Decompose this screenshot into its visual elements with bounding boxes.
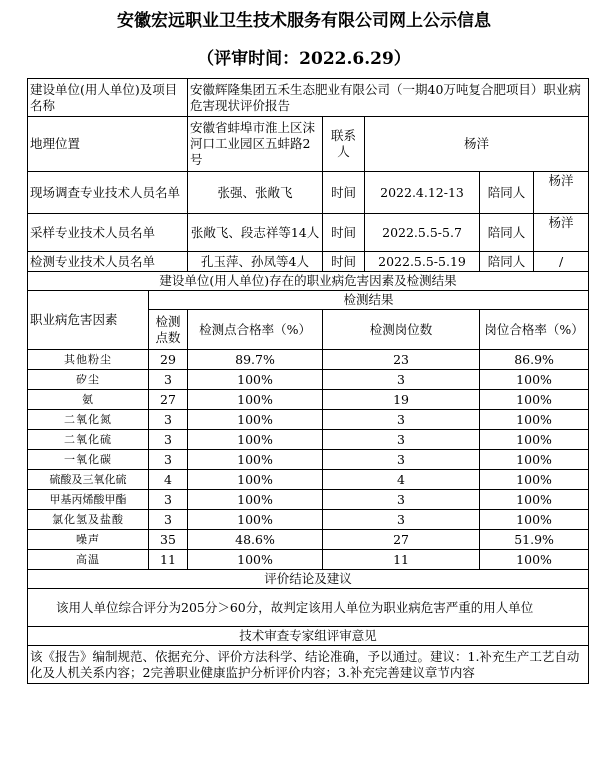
testing-companion: /	[534, 252, 589, 272]
points-cell: 4	[149, 470, 188, 490]
factor-cell: 其他粉尘	[28, 350, 149, 370]
location-row	[28, 117, 589, 172]
sampling-label: 采样专业技术人员名单	[28, 214, 188, 252]
factor-cell: 硫酸及三氧化硫	[28, 470, 149, 490]
posts-cell: 3	[323, 450, 480, 470]
factor-header: 职业病危害因素	[28, 291, 149, 350]
post-rate-cell: 100%	[480, 510, 589, 530]
posts-cell: 4	[323, 470, 480, 490]
conclusion-row	[28, 589, 589, 627]
posts-cell: 27	[323, 530, 480, 550]
point-rate-cell: 100%	[188, 450, 323, 470]
factor-cell: 高温	[28, 550, 149, 570]
posts-cell: 23	[323, 350, 480, 370]
post-rate-cell: 100%	[480, 450, 589, 470]
expert-title-row	[28, 627, 589, 646]
point-rate-cell: 100%	[188, 390, 323, 410]
post-rate-cell: 100%	[480, 470, 589, 490]
testing-time-label: 时间	[323, 252, 365, 272]
survey-label: 现场调查专业技术人员名单	[28, 172, 188, 214]
results-header-row	[28, 291, 589, 310]
factor-cell: 二氧化硫	[28, 430, 149, 450]
review-time: （评审时间：2022.6.29）	[197, 49, 411, 69]
points-cell: 3	[149, 510, 188, 530]
location-label: 地理位置	[28, 117, 188, 172]
points-cell: 11	[149, 550, 188, 570]
expert-title: 技术审查专家组评审意见	[28, 627, 589, 646]
points-cell: 3	[149, 450, 188, 470]
location-value: 安徽省蚌埠市淮上区沫河口工业园区五蚌路2号	[188, 117, 323, 172]
sampling-time-label: 时间	[323, 214, 365, 252]
col-header-posts: 检测岗位数	[323, 310, 480, 350]
contact-label: 联系人	[323, 117, 365, 172]
unit-row	[28, 79, 589, 117]
expert-row	[28, 646, 589, 684]
col-header-post-rate: 岗位合格率（%）	[480, 310, 589, 350]
survey-companion-label: 陪同人	[480, 172, 534, 214]
factor-cell: 氯化氢及盐酸	[28, 510, 149, 530]
post-rate-cell: 100%	[480, 550, 589, 570]
survey-companion: 杨洋	[534, 172, 589, 214]
point-rate-cell: 48.6%	[188, 530, 323, 550]
point-rate-cell: 89.7%	[188, 350, 323, 370]
table-row	[28, 530, 589, 550]
factor-cell: 一氧化碳	[28, 450, 149, 470]
testing-companion-label: 陪同人	[480, 252, 534, 272]
points-cell: 27	[149, 390, 188, 410]
factor-cell: 矽尘	[28, 370, 149, 390]
table-row	[28, 350, 589, 370]
posts-cell: 3	[323, 490, 480, 510]
table-row	[28, 450, 589, 470]
disclosure-table	[27, 78, 589, 684]
factor-cell: 二氧化氮	[28, 410, 149, 430]
sampling-time: 2022.5.5-5.7	[365, 214, 480, 252]
points-cell: 3	[149, 430, 188, 450]
conclusion-title-row	[28, 570, 589, 589]
points-cell: 3	[149, 410, 188, 430]
testing-names: 孔玉萍、孙凤等4人	[188, 252, 323, 272]
post-rate-cell: 100%	[480, 370, 589, 390]
testing-time: 2022.5.5-5.19	[365, 252, 480, 272]
conclusion-text: 该用人单位综合评分为205分＞60分，故判定该用人单位为职业病危害严重的用人单位	[28, 589, 589, 627]
point-rate-cell: 100%	[188, 430, 323, 450]
survey-row	[28, 172, 589, 214]
post-rate-cell: 86.9%	[480, 350, 589, 370]
table-row	[28, 470, 589, 490]
table-row	[28, 510, 589, 530]
unit-value: 安徽辉隆集团五禾生态肥业有限公司（一期40万吨复合肥项目）职业病危害现状评价报告	[188, 79, 589, 117]
posts-cell: 11	[323, 550, 480, 570]
factor-cell: 氨	[28, 390, 149, 410]
table-row	[28, 410, 589, 430]
survey-time: 2022.4.12-13	[365, 172, 480, 214]
point-rate-cell: 100%	[188, 370, 323, 390]
table-row	[28, 430, 589, 450]
post-rate-cell: 100%	[480, 390, 589, 410]
results-section-title: 建设单位(用人单位)存在的职业病危害因素及检测结果	[28, 272, 589, 291]
testing-label: 检测专业技术人员名单	[28, 252, 188, 272]
table-row	[28, 370, 589, 390]
table-row	[28, 490, 589, 510]
posts-cell: 19	[323, 390, 480, 410]
point-rate-cell: 100%	[188, 510, 323, 530]
sampling-row	[28, 214, 589, 252]
sampling-companion: 杨洋	[534, 214, 589, 252]
page-title: 安徽宏远职业卫生技术服务有限公司网上公示信息	[117, 11, 491, 31]
table-row	[28, 550, 589, 570]
expert-text: 该《报告》编制规范、依据充分、评价方法科学、结论准确，予以通过。建议：1.补充生产工艺自动化及人机关系内容；2完善职业健康监护分析评价内容；3.补充完善建议章节内容	[28, 646, 589, 684]
testing-row	[28, 252, 589, 272]
post-rate-cell: 100%	[480, 410, 589, 430]
table-row	[28, 390, 589, 410]
contact-value: 杨洋	[365, 117, 589, 172]
point-rate-cell: 100%	[188, 470, 323, 490]
survey-time-label: 时间	[323, 172, 365, 214]
post-rate-cell: 51.9%	[480, 530, 589, 550]
sampling-companion-label: 陪同人	[480, 214, 534, 252]
point-rate-cell: 100%	[188, 550, 323, 570]
conclusion-title: 评价结论及建议	[28, 570, 589, 589]
sampling-names: 张敞飞、段志祥等14人	[188, 214, 323, 252]
points-cell: 3	[149, 490, 188, 510]
results-header: 检测结果	[149, 291, 589, 310]
points-cell: 35	[149, 530, 188, 550]
posts-cell: 3	[323, 430, 480, 450]
post-rate-cell: 100%	[480, 430, 589, 450]
posts-cell: 3	[323, 510, 480, 530]
point-rate-cell: 100%	[188, 490, 323, 510]
points-cell: 29	[149, 350, 188, 370]
factor-cell: 甲基丙烯酸甲酯	[28, 490, 149, 510]
posts-cell: 3	[323, 410, 480, 430]
col-header-point-rate: 检测点合格率（%）	[188, 310, 323, 350]
unit-label: 建设单位(用人单位)及项目名称	[28, 79, 188, 117]
point-rate-cell: 100%	[188, 410, 323, 430]
factor-cell: 噪声	[28, 530, 149, 550]
results-section-row	[28, 272, 589, 291]
post-rate-cell: 100%	[480, 490, 589, 510]
survey-names: 张强、张敞飞	[188, 172, 323, 214]
posts-cell: 3	[323, 370, 480, 390]
col-header-points: 检测点数	[149, 310, 188, 350]
points-cell: 3	[149, 370, 188, 390]
